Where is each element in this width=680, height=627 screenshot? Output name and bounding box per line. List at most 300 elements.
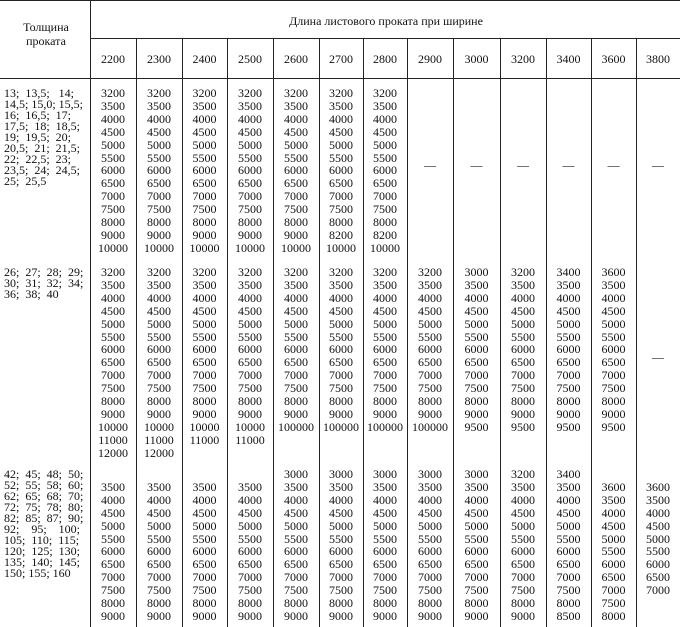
width-cell-3800: 3800 xyxy=(646,52,670,66)
length-value: 6500 xyxy=(418,557,442,572)
thickness-line: 17,5; 18; 18,5; xyxy=(4,119,81,133)
length-value: 5500 xyxy=(192,329,217,344)
length-value: 6000 xyxy=(511,342,535,357)
thickness-line: 150; 155; 160 xyxy=(4,566,71,580)
length-value: 3500 xyxy=(556,479,581,494)
length-value: 7500 xyxy=(556,381,581,396)
thickness-line: 14,5; 15,0; 15,5; xyxy=(4,97,84,111)
length-value: 4500 xyxy=(329,505,353,520)
length-value: 5500 xyxy=(284,531,308,546)
length-value: 7500 xyxy=(464,381,489,396)
length-value: 5500 xyxy=(192,150,217,165)
length-value: 5500 xyxy=(147,329,171,344)
length-value: 5500 xyxy=(329,150,353,165)
length-value: 7500 xyxy=(192,202,217,217)
length-value: 4000 xyxy=(511,492,535,507)
length-value: 8000 xyxy=(511,596,535,610)
length-value: 7000 xyxy=(511,570,535,585)
length-value: 9000 xyxy=(601,406,626,421)
length-value: 3500 xyxy=(284,479,308,494)
length-value: 5500 xyxy=(646,544,670,559)
length-value: 5500 xyxy=(601,544,626,559)
length-value: 4500 xyxy=(418,303,442,318)
length-value: 3200 xyxy=(101,265,125,279)
length-value: 3500 xyxy=(373,479,397,494)
width-cell-3600: 3600 xyxy=(601,52,626,66)
length-value: 7500 xyxy=(238,202,262,217)
length-value: 4500 xyxy=(284,124,308,139)
thickness-line: 62; 65; 68; 70; xyxy=(4,489,84,503)
length-value: 6000 xyxy=(556,544,581,559)
length-value: 8000 xyxy=(284,596,308,610)
width-cell-2400: 2400 xyxy=(192,52,217,66)
length-value: 7000 xyxy=(192,570,217,585)
length-value: 6500 xyxy=(646,570,670,585)
length-value: 6500 xyxy=(511,355,535,370)
length-value: 3600 xyxy=(601,479,626,494)
length-value: 9500 xyxy=(511,419,535,434)
length-value: 4000 xyxy=(511,290,535,305)
length-value: 100000 xyxy=(278,419,314,434)
length-value: 5500 xyxy=(238,531,262,546)
length-value: 6000 xyxy=(464,342,489,357)
length-value: 6500 xyxy=(418,355,442,370)
length-value: 3200 xyxy=(511,265,535,279)
length-value: 7000 xyxy=(646,583,670,598)
length-value: 9000 xyxy=(373,608,397,623)
length-value: 5500 xyxy=(101,531,125,546)
length-value: 3500 xyxy=(238,479,262,494)
thickness-line: 25; 25,5 xyxy=(4,174,47,188)
length-value: 7000 xyxy=(329,368,353,383)
length-value: 4500 xyxy=(329,124,353,139)
length-value: 3200 xyxy=(284,265,308,279)
length-value: 3200 xyxy=(101,86,125,100)
length-value: 9000 xyxy=(373,406,397,421)
length-value: 12000 xyxy=(144,445,174,460)
length-value: 3500 xyxy=(601,492,626,507)
length-value: 7500 xyxy=(192,381,217,396)
length-value: 3500 xyxy=(329,98,353,113)
thickness-line: 135; 140; 145; xyxy=(4,555,81,569)
width-cell-3000: 3000 xyxy=(464,52,489,66)
length-value: 4000 xyxy=(101,492,125,507)
length-value: 9000 xyxy=(511,608,535,623)
width-cell-2500: 2500 xyxy=(238,52,262,66)
length-value: 6500 xyxy=(329,355,353,370)
length-value: 7000 xyxy=(556,570,581,585)
length-value: 4500 xyxy=(101,124,125,139)
length-value: 5500 xyxy=(464,329,489,344)
length-value: 4500 xyxy=(373,303,397,318)
length-value: 10000 xyxy=(98,419,128,434)
length-value: 4000 xyxy=(646,505,670,520)
length-value: 7500 xyxy=(238,583,262,598)
length-value: 8000 xyxy=(238,394,262,408)
length-value: 7000 xyxy=(464,368,489,383)
length-value: 5000 xyxy=(284,518,308,533)
length-value: 5000 xyxy=(418,316,442,331)
length-value: 4500 xyxy=(373,505,397,520)
length-value: 8000 xyxy=(147,596,171,610)
empty-dash: — xyxy=(562,158,575,172)
length-value: 6000 xyxy=(329,544,353,559)
length-value: 6500 xyxy=(373,355,397,370)
length-value: 4500 xyxy=(511,505,535,520)
length-value: 4000 xyxy=(101,290,125,305)
length-value: 8000 xyxy=(101,394,125,408)
length-value: 7000 xyxy=(373,368,397,383)
length-value: 5500 xyxy=(418,531,442,546)
length-value: 8000 xyxy=(329,215,353,229)
length-value: 8000 xyxy=(101,596,125,610)
length-value: 3500 xyxy=(192,277,217,292)
length-value: 6500 xyxy=(373,176,397,191)
length-value: 3500 xyxy=(238,277,262,292)
thickness-line: 120; 125; 130; xyxy=(4,544,81,558)
length-value: 6000 xyxy=(192,342,217,357)
length-value: 7000 xyxy=(373,189,397,204)
length-value: 3600 xyxy=(646,479,670,494)
length-value: 5500 xyxy=(101,329,125,344)
length-value: 8000 xyxy=(464,596,489,610)
thickness-group-1 xyxy=(4,88,90,187)
length-value: 3500 xyxy=(101,479,125,494)
thickness-line: 42; 45; 48; 50; xyxy=(4,467,84,481)
length-value: 4500 xyxy=(147,124,171,139)
length-value: 4500 xyxy=(238,303,262,318)
length-value: 5500 xyxy=(284,329,308,344)
length-value: 5000 xyxy=(284,316,308,331)
length-value: 9000 xyxy=(329,406,353,421)
length-value: 5000 xyxy=(464,316,489,331)
length-value: 7500 xyxy=(147,381,171,396)
length-value: 5500 xyxy=(284,150,308,165)
length-value: 4000 xyxy=(329,111,353,126)
length-value: 5000 xyxy=(556,316,581,331)
length-value: 5000 xyxy=(192,316,217,331)
length-value: 8000 xyxy=(418,596,442,610)
length-value: 6500 xyxy=(556,557,581,572)
length-value: 3000 xyxy=(464,467,489,481)
length-value: 9000 xyxy=(556,406,581,421)
width-cell-2900: 2900 xyxy=(418,52,442,66)
length-value: 5000 xyxy=(373,518,397,533)
length-value: 5500 xyxy=(147,531,171,546)
length-value: 9500 xyxy=(601,419,626,434)
length-value: 3500 xyxy=(147,479,171,494)
length-value: 9000 xyxy=(238,608,262,623)
length-value: 6000 xyxy=(238,544,262,559)
length-value: 9000 xyxy=(147,227,171,242)
length-value: 9000 xyxy=(284,608,308,623)
length-value: 9000 xyxy=(147,608,171,623)
length-value: 7500 xyxy=(601,381,626,396)
length-value: 8500 xyxy=(556,608,581,623)
length-value: 3500 xyxy=(464,479,489,494)
length-value: 7500 xyxy=(329,381,353,396)
empty-dash: — xyxy=(470,158,483,172)
length-value: 8000 xyxy=(329,596,353,610)
length-value: 6500 xyxy=(238,557,262,572)
width-cell-2300: 2300 xyxy=(147,52,171,66)
length-value: 7000 xyxy=(101,368,125,383)
length-value: 5500 xyxy=(238,150,262,165)
length-value: 6000 xyxy=(646,557,670,572)
length-value: 6000 xyxy=(373,342,397,357)
length-value: 5000 xyxy=(101,518,125,533)
length-value: 6000 xyxy=(192,544,217,559)
length-value: 3200 xyxy=(238,86,262,100)
length-value: 3500 xyxy=(511,277,535,292)
length-value: 4000 xyxy=(329,290,353,305)
length-value: 8000 xyxy=(192,596,217,610)
length-value: 3400 xyxy=(556,265,581,279)
length-value: 6500 xyxy=(101,176,125,191)
length-value: 7000 xyxy=(329,189,353,204)
length-value: 4500 xyxy=(418,505,442,520)
length-value: 3200 xyxy=(284,86,308,100)
length-value: 5000 xyxy=(192,137,217,152)
length-value: 8000 xyxy=(511,394,535,408)
length-value: 3200 xyxy=(373,86,397,100)
length-value: 7000 xyxy=(238,189,262,204)
length-value: 3500 xyxy=(373,98,397,113)
length-value: 4000 xyxy=(601,290,626,305)
length-value: 7000 xyxy=(464,570,489,585)
length-value: 4000 xyxy=(101,111,125,126)
length-value: 5500 xyxy=(373,329,397,344)
length-value: 3500 xyxy=(101,277,125,292)
length-value: 8000 xyxy=(192,215,217,229)
length-value: 7000 xyxy=(147,368,171,383)
length-value: 6500 xyxy=(192,557,217,572)
length-value: 3200 xyxy=(192,265,217,279)
length-value: 7000 xyxy=(192,368,217,383)
length-value: 11000 xyxy=(235,432,265,447)
width-cell-2700: 2700 xyxy=(329,52,353,66)
length-value: 9500 xyxy=(556,419,581,434)
thickness-line: 13; 13,5; 14; xyxy=(4,86,75,100)
length-value: 3200 xyxy=(329,86,353,100)
length-value: 4500 xyxy=(601,518,626,533)
length-value: 7500 xyxy=(556,583,581,598)
length-value: 6000 xyxy=(101,342,125,357)
length-value: 9000 xyxy=(418,608,442,623)
length-value: 7500 xyxy=(329,202,353,217)
thickness-line: 36; 38; 40 xyxy=(4,287,59,301)
length-value: 3200 xyxy=(147,265,171,279)
length-value: 7000 xyxy=(284,368,308,383)
length-value: 6000 xyxy=(601,342,626,357)
length-value: 8000 xyxy=(601,394,626,408)
length-value: 5500 xyxy=(238,329,262,344)
length-value: 6500 xyxy=(329,557,353,572)
length-value: 7500 xyxy=(418,381,442,396)
length-value: 4000 xyxy=(284,290,308,305)
length-value: 9000 xyxy=(511,406,535,421)
length-value: 6500 xyxy=(601,355,626,370)
length-value: 5000 xyxy=(601,316,626,331)
length-value: 3000 xyxy=(373,467,397,481)
length-value: 3500 xyxy=(556,277,581,292)
length-value: 7500 xyxy=(373,381,397,396)
length-value: 6000 xyxy=(192,163,217,178)
length-value: 6000 xyxy=(556,342,581,357)
length-value: 4000 xyxy=(238,492,262,507)
length-value: 6000 xyxy=(238,342,262,357)
thickness-line: 82; 85; 87; 90; xyxy=(4,511,84,525)
length-value: 4500 xyxy=(556,303,581,318)
length-value: 6500 xyxy=(373,557,397,572)
length-value: 4500 xyxy=(284,505,308,520)
empty-dash: — xyxy=(607,158,620,172)
length-value: 9000 xyxy=(418,406,442,421)
length-value: 4000 xyxy=(147,290,171,305)
length-value: 6500 xyxy=(192,176,217,191)
length-value: 8200 xyxy=(329,227,353,242)
length-value: 7500 xyxy=(238,381,262,396)
length-value: 6000 xyxy=(284,342,308,357)
length-value: 7500 xyxy=(101,381,125,396)
length-value: 4500 xyxy=(147,303,171,318)
length-value: 5500 xyxy=(511,531,535,546)
length-value: 9000 xyxy=(101,608,125,623)
length-value: 7500 xyxy=(511,381,535,396)
length-value: 9000 xyxy=(329,608,353,623)
length-value: 6000 xyxy=(418,544,442,559)
length-value: 6500 xyxy=(238,355,262,370)
length-value: 5000 xyxy=(464,518,489,533)
length-value: 5000 xyxy=(646,531,670,546)
length-value: 3200 xyxy=(329,265,353,279)
length-value: 7000 xyxy=(238,570,262,585)
length-value: 7000 xyxy=(147,189,171,204)
length-value: 8000 xyxy=(556,394,581,408)
length-value: 6000 xyxy=(329,342,353,357)
thickness-line: 30; 31; 32; 34; xyxy=(4,276,84,290)
length-value: 9500 xyxy=(464,419,489,434)
length-value: 10000 xyxy=(144,419,174,434)
length-value: 5500 xyxy=(192,531,217,546)
length-value: 4000 xyxy=(192,111,217,126)
length-value: 9000 xyxy=(147,406,171,421)
length-value: 3500 xyxy=(147,277,171,292)
length-value: 8000 xyxy=(238,215,262,229)
length-value: 5000 xyxy=(238,137,262,152)
length-value: 7500 xyxy=(373,583,397,598)
length-value: 9000 xyxy=(101,227,125,242)
length-value: 4000 xyxy=(418,290,442,305)
length-value: 3200 xyxy=(238,265,262,279)
length-value: 5500 xyxy=(373,531,397,546)
length-value: 6000 xyxy=(101,163,125,178)
thickness-header: Толщина проката xyxy=(23,20,69,48)
thickness-line: 16; 16,5; 17; xyxy=(4,108,72,122)
length-value: 4500 xyxy=(464,505,489,520)
length-value: 4000 xyxy=(147,492,171,507)
length-value: 8000 xyxy=(601,608,626,623)
length-value: 10000 xyxy=(281,240,311,255)
length-value: 3500 xyxy=(284,277,308,292)
length-value: 100000 xyxy=(367,419,403,434)
length-value: 4000 xyxy=(373,290,397,305)
length-value: 4000 xyxy=(284,492,308,507)
length-value: 8000 xyxy=(284,394,308,408)
length-value: 6000 xyxy=(418,342,442,357)
length-value: 5500 xyxy=(464,531,489,546)
length-value: 7500 xyxy=(373,202,397,217)
length-value: 6000 xyxy=(464,544,489,559)
length-value: 3500 xyxy=(373,277,397,292)
length-value: 6000 xyxy=(329,163,353,178)
length-value: 4500 xyxy=(101,303,125,318)
length-value: 4000 xyxy=(147,111,171,126)
length-value: 4500 xyxy=(238,124,262,139)
length-value: 3500 xyxy=(284,98,308,113)
length-value: 5500 xyxy=(556,531,581,546)
grid-hline xyxy=(0,0,680,1)
length-value: 8200 xyxy=(373,227,397,242)
length-value: 10000 xyxy=(98,240,128,255)
length-value: 4000 xyxy=(238,290,262,305)
length-value: 5000 xyxy=(329,518,353,533)
length-value: 6500 xyxy=(464,557,489,572)
length-value: 3200 xyxy=(192,86,217,100)
length-value: 5000 xyxy=(329,316,353,331)
length-value: 11000 xyxy=(98,432,128,447)
length-value: 7000 xyxy=(418,368,442,383)
length-value: 7000 xyxy=(192,189,217,204)
length-value: 3500 xyxy=(147,98,171,113)
length-value: 4500 xyxy=(238,505,262,520)
length-value: 7500 xyxy=(147,202,171,217)
length-value: 6000 xyxy=(373,163,397,178)
length-value: 8000 xyxy=(147,215,171,229)
length-value: 4000 xyxy=(418,492,442,507)
length-value: 5000 xyxy=(373,316,397,331)
thickness-line: 105; 110; 115; xyxy=(4,533,80,547)
length-value: 6500 xyxy=(101,557,125,572)
thickness-line: 26; 27; 28; 29; xyxy=(4,265,84,279)
width-cell-2800: 2800 xyxy=(373,52,397,66)
length-value: 7000 xyxy=(238,368,262,383)
length-value: 8000 xyxy=(373,394,397,408)
width-cell-2600: 2600 xyxy=(284,52,308,66)
length-value: 5500 xyxy=(329,531,353,546)
length-value: 3500 xyxy=(511,479,535,494)
length-value: 8000 xyxy=(238,596,262,610)
empty-dash: — xyxy=(652,158,664,172)
length-value: 5000 xyxy=(418,518,442,533)
length-value: 7500 xyxy=(101,583,125,598)
length-value: 9000 xyxy=(284,227,308,242)
length-value: 4500 xyxy=(147,505,171,520)
length-value: 6500 xyxy=(192,355,217,370)
length-value: 11000 xyxy=(189,432,220,447)
length-value: 4500 xyxy=(192,505,217,520)
length-value: 10000 xyxy=(235,240,265,255)
thickness-group-2 xyxy=(4,267,90,300)
length-value: 7000 xyxy=(373,570,397,585)
length-value: 5500 xyxy=(373,150,397,165)
length-value: 3200 xyxy=(373,265,397,279)
length-value: 5000 xyxy=(511,518,535,533)
length-value: 7000 xyxy=(418,570,442,585)
length-value: 5000 xyxy=(147,316,171,331)
thickness-line: 52; 55; 58; 60; xyxy=(4,478,84,492)
length-value: 4000 xyxy=(329,492,353,507)
